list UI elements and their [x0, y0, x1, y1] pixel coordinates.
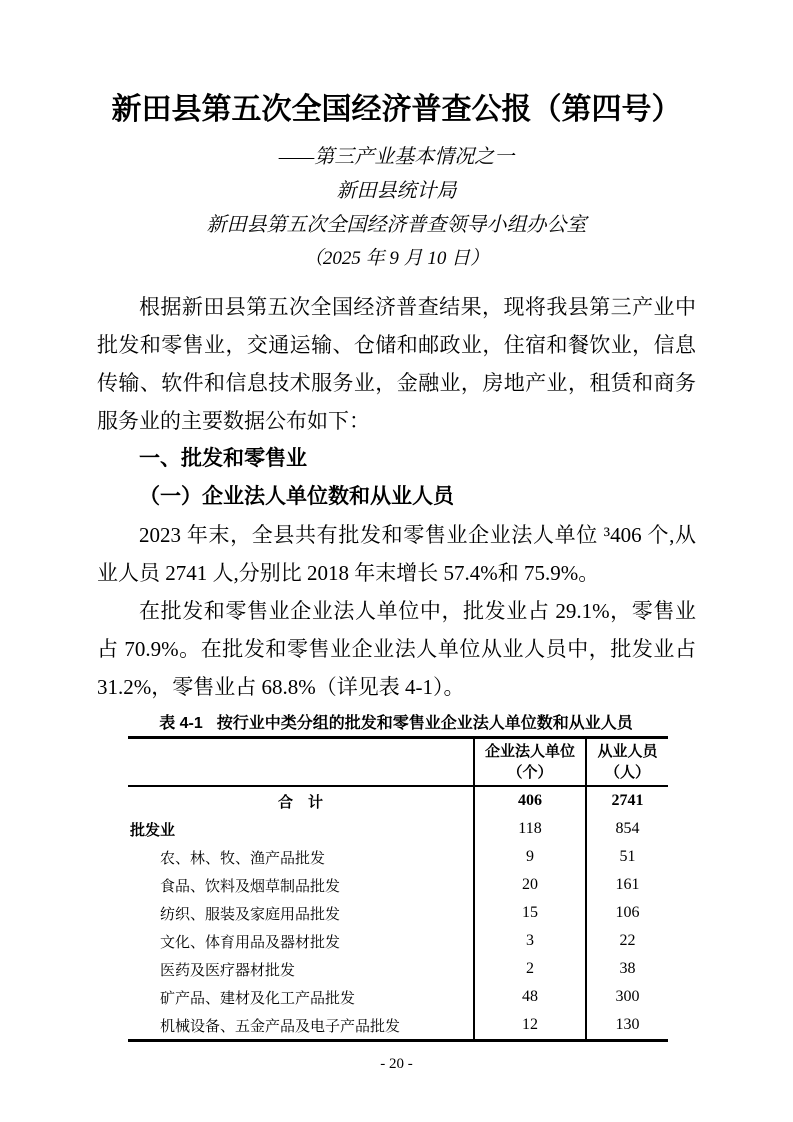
table-caption-text: 按行业中类分组的批发和零售业企业法人单位数和从业人员 — [216, 715, 633, 732]
persons-value-cell: 51 — [586, 843, 668, 871]
table-row — [128, 1011, 668, 1041]
units-value-cell: 2 — [474, 955, 586, 983]
units-value-cell: 406 — [474, 786, 586, 815]
table-row — [128, 927, 668, 955]
units-value-cell: 48 — [474, 983, 586, 1011]
table-row — [128, 899, 668, 927]
table-header-persons-line1: 从业人员 — [597, 743, 658, 760]
row-label-cell: 合 计 — [277, 793, 323, 811]
table-header-row — [128, 738, 668, 787]
table-row-wholesale-group — [128, 815, 668, 843]
table-header — [128, 738, 668, 787]
row-label-cell: 纺织、服装及家庭用品批发 — [160, 906, 341, 923]
section-1-1-heading: （一）企业法人单位数和从业人员 — [139, 485, 454, 508]
persons-value-cell: 38 — [586, 955, 668, 983]
row-label-cell: 食品、饮料及烟草制品批发 — [160, 878, 341, 895]
row-label-cell: 医药及医疗器材批发 — [160, 962, 296, 979]
publish-date: （2025 年 9 月 10 日） — [303, 248, 490, 269]
table-row — [128, 871, 668, 899]
row-label-cell: 机械设备、五金产品及电子产品批发 — [160, 1018, 401, 1035]
stats-table — [128, 736, 668, 1042]
composition-paragraph: 在批发和零售业企业法人单位中，批发业占 29.1%，零售业占 70.9%。在批发和零售业企业法人单位从业人员中，批发业占 31.2%，零售业占 68.8%（详见表 4-1）。 — [97, 599, 696, 699]
table-header-units — [474, 738, 586, 787]
section-1-heading: 一、批发和零售业 — [139, 447, 307, 470]
row-label-cell: 矿产品、建材及化工产品批发 — [160, 990, 356, 1007]
persons-value-cell: 300 — [586, 983, 668, 1011]
table-header-units-line2: （个） — [507, 764, 553, 781]
units-value-cell: 20 — [474, 871, 586, 899]
table-caption — [128, 712, 664, 736]
persons-value-cell: 161 — [586, 871, 668, 899]
page-title: 新田县第五次全国经济普查公报（第四号） — [111, 93, 682, 126]
page-number: - 20 - — [380, 1056, 413, 1072]
doc-subtitle: ——第三产业基本情况之一 — [278, 146, 515, 168]
title-block — [97, 140, 696, 276]
persons-value-cell: 2741 — [586, 786, 668, 815]
table-caption-label: 表 4-1 — [159, 715, 203, 732]
persons-value-cell: 854 — [586, 815, 668, 843]
persons-value-cell: 130 — [586, 1011, 668, 1041]
units-value-cell: 15 — [474, 899, 586, 927]
persons-value-cell: 22 — [586, 927, 668, 955]
table-row — [128, 955, 668, 983]
issuing-org-primary: 新田县统计局 — [336, 180, 457, 202]
units-employees-paragraph: 2023 年末，全县共有批发和零售业企业法人单位 ³406 个,从业人员 2741 人,分别比 2018 年末增长 57.4%和 75.9%。 — [97, 523, 696, 585]
table-row-total — [128, 786, 668, 815]
units-value-cell: 12 — [474, 1011, 586, 1041]
units-value-cell: 118 — [474, 815, 586, 843]
units-value-cell: 3 — [474, 927, 586, 955]
table-body — [128, 786, 668, 1041]
units-value-cell: 9 — [474, 843, 586, 871]
intro-paragraph: 根据新田县第五次全国经济普查结果，现将我县第三产业中批发和零售业，交通运输、仓储和邮政业，住宿和餐饮业，信息传输、软件和信息技术服务业，金融业，房地产业，租赁和商务服务业的主要数据公布如下： — [97, 295, 696, 433]
table-header-industry — [128, 738, 474, 787]
table-row — [128, 843, 668, 871]
table-header-persons-line2: （人） — [604, 764, 650, 781]
row-label-cell: 文化、体育用品及器材批发 — [160, 934, 341, 951]
issuing-org-secondary: 新田县第五次全国经济普查领导小组办公室 — [206, 214, 587, 236]
row-label-cell: 农、林、牧、渔产品批发 — [160, 850, 326, 867]
persons-value-cell: 106 — [586, 899, 668, 927]
table-row — [128, 983, 668, 1011]
table-header-persons — [586, 738, 668, 787]
table-header-units-line1: 企业法人单位 — [484, 743, 575, 760]
row-label-cell: 批发业 — [130, 821, 176, 839]
